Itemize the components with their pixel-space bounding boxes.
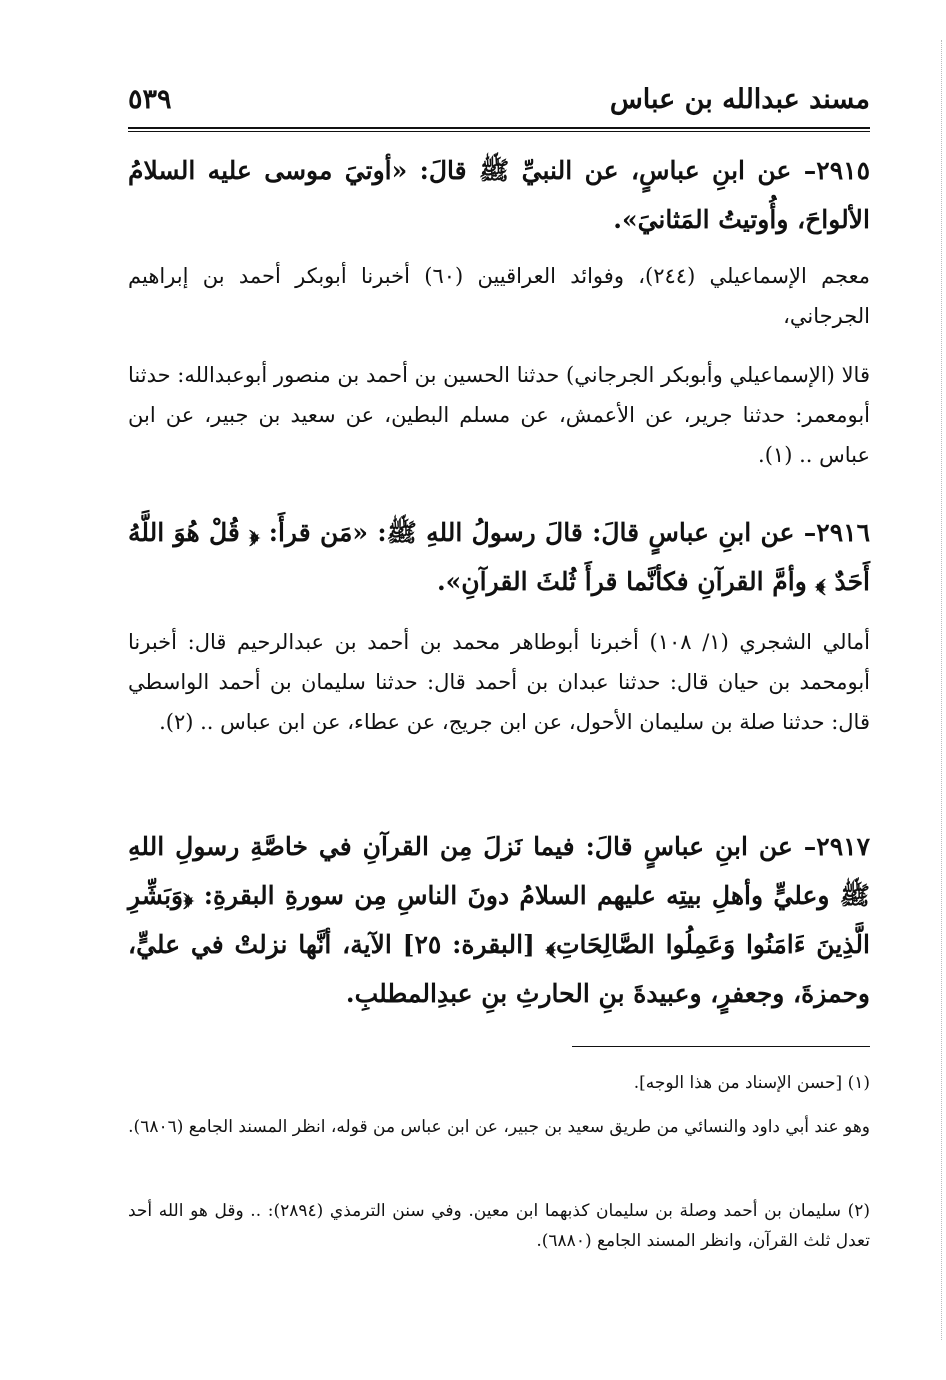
page-header — [128, 80, 870, 130]
hadith-number: ٢٩١٧ — [816, 832, 870, 861]
hadith-text: – عن ابنِ عباسٍ، عن النبيِّ ﷺ قالَ: «أوتيَ موسى عليه السلامُ الألواحَ، وأُوتيتُ المَثانيَ». — [128, 156, 870, 234]
scan-margin — [938, 40, 942, 1340]
hadith-2915-source-2: قالا (الإسماعيلي وأبوبكر الجرجاني) حدثنا الحسين بن أحمد بن منصور أبوعبدالله: حدثنا أبومعمر: حدثنا جرير، عن الأعمش، عن مسلم البطين، عن سعيد بن جبير، عن ابن عباس .. (١). — [128, 363, 870, 467]
footnote-separator — [572, 1046, 870, 1047]
hadith-2916-source: أمالي الشجري (١/ ١٠٨) أخبرنا أبوطاهر محمد بن أحمد بن عبدالرحيم قال: أخبرنا أبومحمد بن حيان قال: حدثنا عبدان بن أحمد قال: حدثنا سليمان بن أحمد الواسطي قال: حدثنا صلة بن سليمان الأحول، عن ابن جريج، عن عطاء، عن ابن عباس .. (٢). — [128, 630, 870, 734]
hadith-2915 — [128, 146, 870, 244]
hadith-text: – عن ابنِ عباسٍ قالَ: فيما نَزلَ مِن القرآنِ في خاصَّةِ رسولِ اللهِ ﷺ وعليٍّ وأهلِ بيتِه عليهم السلامُ دونَ الناسِ مِن سورةِ البقرةِ: ﴿وَبَشِّرِ الَّذِينَ ءَامَنُوا وَعَمِلُوا الصَّالِحَاتِ﴾ [البقرة: ٢٥] الآية، أنَّها نزلتْ في عليٍّ، وحمزةَ، وجعفرٍ، وعبيدةَ بنِ الحارثِ بنِ عبدِالمطلبِ. — [128, 832, 870, 1008]
footnote-1: (١) [حسن الإسناد من هذا الوجه]. — [633, 1073, 870, 1093]
footnote-1-note: وهو عند أبي داود والنسائي من طريق سعيد بن جبير، عن ابن عباس من قوله، انظر المسند الجامع (٦٨٠٦). — [128, 1117, 870, 1137]
footnote-2: (٢) سليمان بن أحمد وصلة بن سليمان كذبهما ابن معين. وفي سنن الترمذي (٢٨٩٤): .. وقل هو الله أحد تعدل ثلث القرآن، وانظر المسند الجامع (٦٨٨٠). — [128, 1201, 870, 1251]
hadith-number: ٢٩١٥ — [816, 156, 870, 185]
running-title: مسند عبدالله بن عباس — [609, 84, 870, 115]
hadith-2916 — [128, 508, 870, 606]
header-rule-thin — [128, 131, 870, 132]
page-number: ٥٣٩ — [128, 84, 172, 115]
hadith-2917 — [128, 822, 870, 1018]
hadith-text: – عن ابنِ عباسٍ قالَ: قالَ رسولُ اللهِ ﷺ: «مَن قرأَ: ﴿ قُلْ هُوَ اللَّهُ أَحَدٌ ﴾ وأمَّ القرآنِ فكأنَّما قرأَ ثُلثَ القرآنِ». — [128, 518, 870, 596]
hadith-number: ٢٩١٦ — [816, 518, 870, 547]
hadith-2915-source-1: معجم الإسماعيلي (٢٤٤)، وفوائد العراقيين (٦٠) أخبرنا أبوبكر أحمد بن إبراهيم الجرجاني، — [128, 264, 870, 328]
header-rule — [128, 127, 870, 129]
